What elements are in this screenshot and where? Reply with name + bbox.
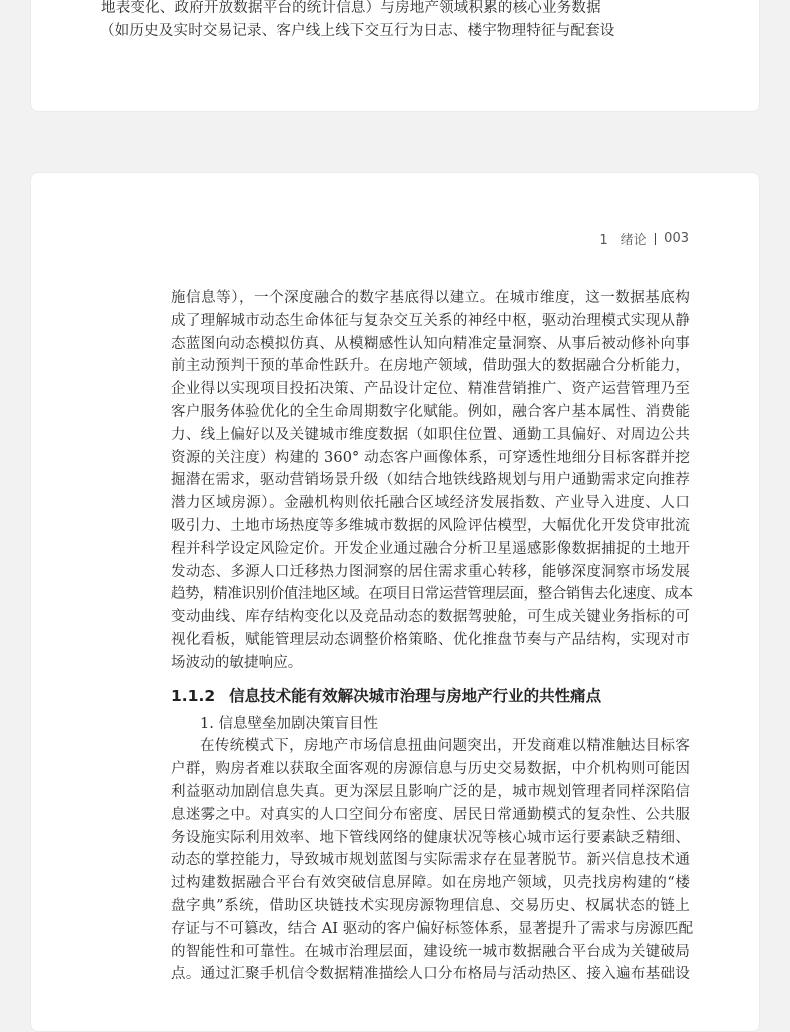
paragraph-line: 资源的关注度）构建的 360° 动态客户画像体系，可穿透性地细分目标客群并挖 [171, 449, 690, 466]
header-divider [655, 233, 657, 245]
paragraph-line: 点。通过汇聚手机信令数据精准描绘人口分布格局与活动热区、接入遍布基础设 [171, 966, 690, 983]
previous-page-line-2: （如历史及实时交易记录、客户线上线下交互行为日志、楼宇物理特征与配套设 [100, 23, 615, 39]
paragraph-line: 利益驱动加剧信息失真。更为深层且影响广泛的是，城市规划管理者同样深陷信 [171, 783, 690, 800]
section-heading [171, 684, 690, 708]
paragraph-line: 潜力区域房源）。金融机构则依托融合区域经济发展指数、产业导入进度、人口 [171, 495, 690, 512]
paragraph-line: 在传统模式下，房地产市场信息扭曲问题突出，开发商难以精准触达目标客 [200, 738, 690, 755]
paragraph-line: 场波动的敏捷响应。 [171, 654, 303, 671]
paragraph-line: 的智能性和可靠性。在城市治理层面，建设统一城市数据融合平台成为关键破局 [171, 943, 690, 960]
paragraph-2 [171, 735, 694, 986]
running-header [599, 229, 689, 248]
paragraph-line: 存证与不可篡改，结合 AI 驱动的客户偏好标签体系，显著提升了需求与房源匹配 [171, 920, 694, 937]
chapter-label: 1 绪论 [599, 233, 647, 248]
paragraph-line: 视化看板，赋能管理层动态调整价格策略、优化推盘节奏与产品结构，实现对市 [171, 631, 690, 648]
paragraph-line: 施信息等），一个深度融合的数字基底得以建立。在城市维度，这一数据基底构 [171, 290, 690, 306]
subsection-heading: 1. 信息壁垒加剧决策盲目性 [200, 715, 378, 732]
section-number: 1.1.2 [171, 686, 216, 705]
paragraph-line: 吸引力、土地市场热度等多维城市数据的风险评估模型，大幅优化开发贷审批流 [171, 517, 690, 534]
current-page [30, 172, 760, 1032]
paragraph-1 [171, 287, 693, 675]
page-number: 003 [664, 231, 689, 246]
paragraph-line: 成了理解城市动态生命体征与复杂交互关系的神经中枢，驱动治理模式实现从静 [171, 312, 690, 329]
paragraph-line: 务设施实际利用效率、地下管线网络的健康状况等核心城市运行要素缺乏精细、 [171, 829, 690, 846]
paragraph-line: 过构建数据融合平台有效突破信息屏障。如在房地产领域，贝壳找房构建的“楼 [171, 875, 690, 892]
paragraph-line: 态蓝图向动态模拟仿真、从模糊感性认知向精准定量洞察、从事后被动修补向事 [171, 335, 690, 352]
paragraph-line: 息迷雾之中。对真实的人口空间分布密度、居民日常通勤模式的复杂性、公共服 [171, 806, 690, 823]
paragraph-line: 户群，购房者难以获取全面客观的房源信息与历史交易数据，中介机构则可能因 [171, 761, 690, 778]
paragraph-line: 力、线上偏好以及关键城市维度数据（如职住位置、通勤工具偏好、对周边公共 [171, 426, 690, 443]
paragraph-line: 程并科学设定风险定价。开发企业通过融合分析卫星遥感影像数据捕捉的土地开 [171, 540, 690, 557]
section-title: 信息技术能有效解决城市治理与房地产行业的共性痛点 [229, 686, 602, 705]
paragraph-line: 趋势，精准识别价值洼地区域。在项目日常运营管理层面，整合销售去化速度、成本 [171, 586, 693, 603]
page-body [171, 287, 694, 986]
paragraph-line: 盘字典”系统，借助区块链技术实现房源物理信息、交易历史、权属状态的链上 [171, 897, 690, 914]
paragraph-line: 动态的掌控能力，导致城市规划蓝图与实际需求存在显著脱节。新兴信息技术通 [171, 852, 690, 869]
paragraph-line: 前主动预判干预的革命性跃升。在房地产领域，借助强大的数据融合分析能力， [171, 358, 690, 375]
paragraph-line: 变动曲线、库存结构变化以及竞品动态的数据驾驶舱，可生成关键业务指标的可 [171, 609, 690, 626]
paragraph-line: 发动态、多源人口迁移热力图洞察的居住需求重心转移，能够深度洞察市场发展 [171, 563, 690, 580]
previous-page-line-1: 地表变化、政府开放数据平台的统计信息）与房地产领域积累的核心业务数据 [101, 0, 601, 16]
paragraph-line: 掘潜在需求，驱动营销场景升级（如结合地铁线路规划与用户通勤需求定向推荐 [171, 472, 690, 489]
paragraph-line: 企业得以实现项目投拓决策、产品设计定位、精准营销推广、资产运营管理乃至 [171, 381, 690, 398]
paragraph-line: 客户服务体验优化的全生命周期数字化赋能。例如，融合客户基本属性、消费能 [171, 403, 690, 420]
previous-page [30, 0, 760, 112]
